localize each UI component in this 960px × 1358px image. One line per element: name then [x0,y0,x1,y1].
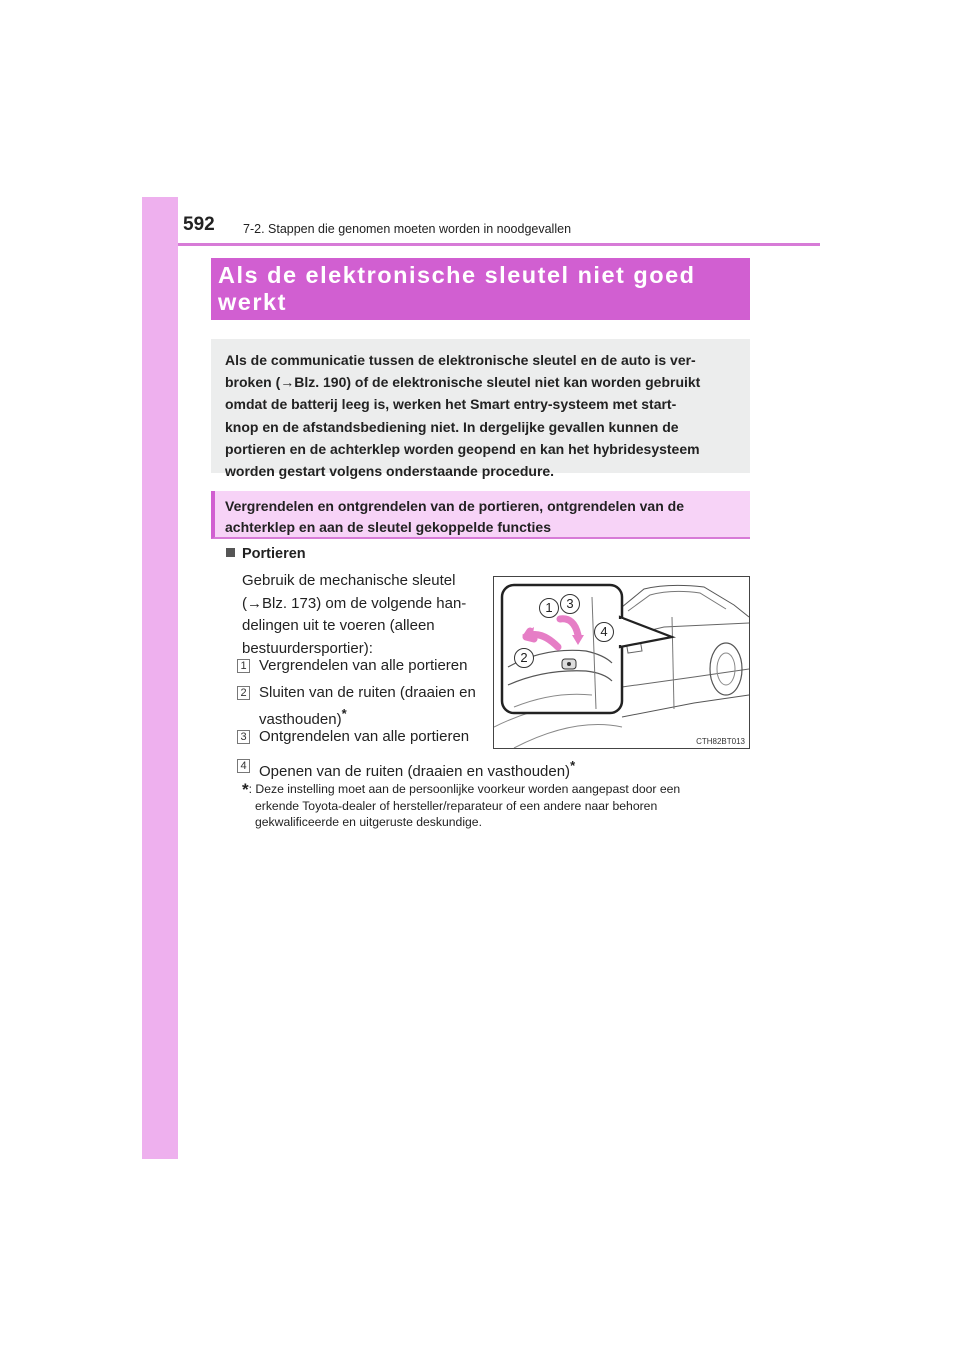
intro-line: omdat de batterij leeg is, werken het Smart entry-systeem met start- [225,396,677,413]
subheading-line: achterklep en aan de sleutel gekoppelde functies [225,519,551,535]
doors-instructions-line: (→Blz. 173) om de volgende han- [242,594,467,612]
footnote-mark: * [242,780,249,799]
footnote [242,781,745,830]
header-divider [178,243,820,246]
bullet-square-icon [226,548,235,557]
intro-line: broken (→Blz. 190) of de elektronische sleutel niet kan worden gebruikt [225,374,701,391]
step-text-3: Ontgrendelen van alle portieren [259,728,470,745]
footnote-asterisk: * [570,758,576,773]
doors-instructions-line: delingen uit te voeren (alleen [242,617,435,634]
footnote-asterisk: * [341,706,347,721]
figure-code: CTH82BT013 [696,737,745,746]
intro-box [211,339,750,480]
doors-instructions-line: bestuurdersportier): [242,639,373,657]
callout-2: 2 [514,648,534,668]
step-text-1: Vergrendelen van alle portieren [259,657,468,674]
page-title [211,258,750,320]
doors-instructions [242,570,477,660]
footnote-text-3: gekwalificeerde en uitgeruste deskundige. [255,815,482,829]
step-number-1: 1 [237,659,250,673]
doors-heading [226,546,306,562]
intro-line: worden gestart volgens onderstaande procedure. [225,463,555,480]
footnote-line-1 [242,781,745,798]
intro-line: Als de communicatie tussen de elektronische sleutel en de auto is ver- [225,352,696,368]
doors-instructions-line: Gebruik de mechanische sleutel [242,572,456,589]
section-path: 7-2. Stappen die genomen moeten worden in noodgevallen [243,222,572,236]
intro-line: portieren en de achterklep worden geopend en kan het hybridesysteem [225,440,700,457]
step-number-4: 4 [237,759,250,773]
step-text-2: Sluiten van de ruiten (draaien en [259,684,476,701]
step-text-2-cont [259,705,347,729]
side-margin-band [142,197,178,1159]
section-subheading [211,491,750,539]
page-title-line1: Als de elektronische sleutel niet goed [218,262,696,288]
footnote-text-1: : Deze instelling moet aan de persoonlijke voorkeur worden aangepast door een [248,782,681,796]
step-text-4-label: Openen van de ruiten (draaien en vasthouden) [259,763,571,780]
callout-3: 3 [560,594,580,614]
callout-4: 4 [594,622,614,642]
step-number-2: 2 [237,686,250,700]
subheading-line: Vergrendelen en ontgrendelen van de portieren, ontgrendelen van de [225,498,684,514]
step-text-4 [259,757,575,781]
car-door-key-illustration [493,576,750,749]
footnote-text-2: erkende Toyota-dealer of hersteller/reparateur of een andere naar behoren [255,799,658,813]
doors-heading-text: Portieren [242,546,306,562]
step-number-3: 3 [237,730,250,744]
page-number: 592 [183,214,215,235]
page-title-line2: werkt [218,289,287,315]
step-text-2-line2: vasthouden) [259,711,342,728]
intro-line: knop en de afstandsbediening niet. In dergelijke gevallen kunnen de [225,418,679,435]
callout-1: 1 [539,598,559,618]
